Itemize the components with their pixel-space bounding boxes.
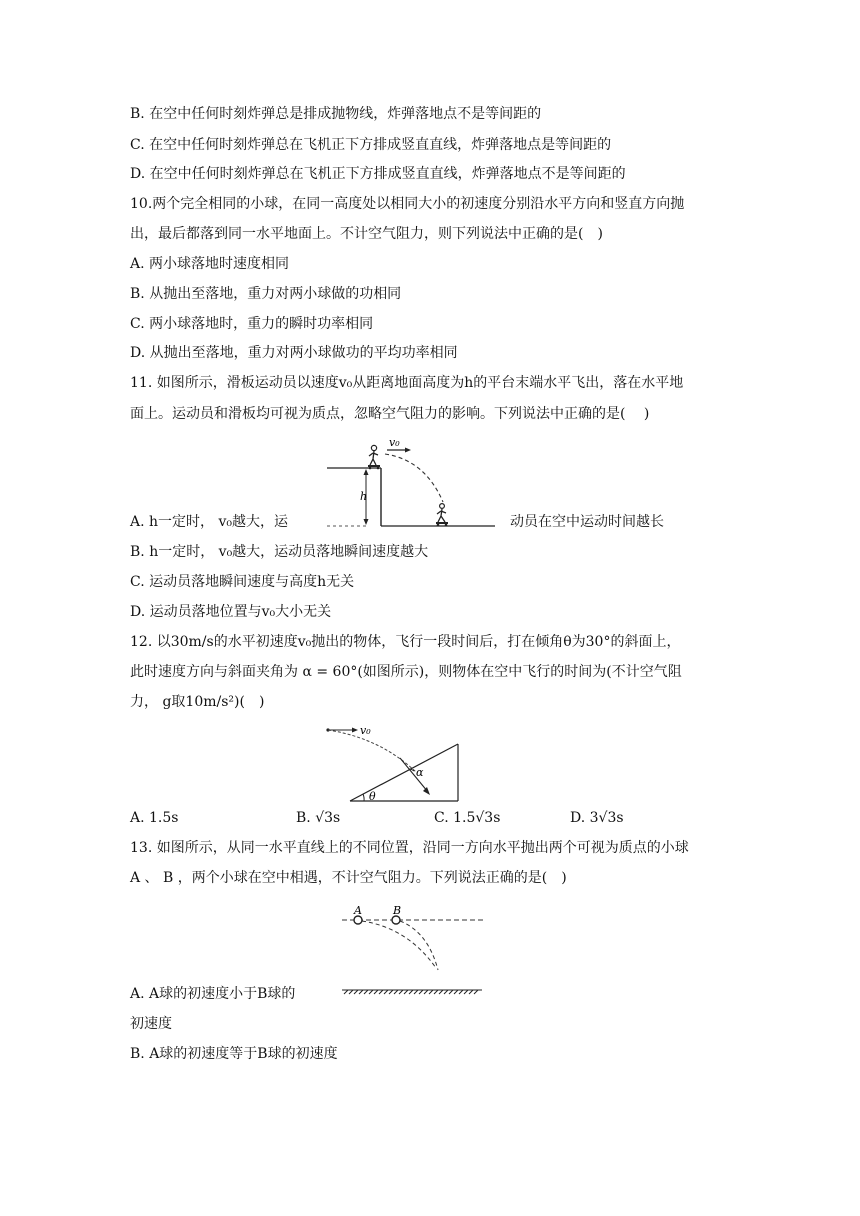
q12-stem-line3: 力， g取10m/s²)( ) [130, 694, 265, 710]
q13-two-balls-figure [338, 902, 488, 998]
q11-option-b: B. h一定时， v₀越大，运动员落地瞬间速度越大 [130, 544, 429, 560]
q12-incline-figure [320, 722, 465, 804]
q11-option-a-left: A. h一定时， v₀越大，运 [130, 514, 288, 530]
q12-fig-v0-label: v₀ [360, 724, 371, 737]
q10-option-d: D. 从抛出至落地，重力对两小球做功的平均功率相同 [130, 345, 458, 361]
q9-option-c: C. 在空中任何时刻炸弹总在飞机正下方排成竖直直线，炸弹落地点是等间距的 [130, 137, 612, 153]
q13-option-b: B. A球的初速度等于B球的初速度 [130, 1046, 338, 1062]
q12-fig-alpha-label: α [416, 766, 424, 779]
q10-option-a: A. 两小球落地时速度相同 [130, 256, 290, 272]
q12-option-a: A. 1.5s [130, 810, 179, 826]
q13-fig-a-label: A [354, 904, 362, 917]
q11-fig-h-label: h [360, 490, 368, 503]
q12-stem-line1: 12. 以30m/s的水平初速度v₀抛出的物体，飞行一段时间后，打在倾角θ为30°的斜面上， [130, 634, 681, 650]
q9-option-d: D. 在空中任何时刻炸弹总在飞机正下方排成竖直直线，炸弹落地点不是等间距的 [130, 166, 626, 182]
q13-option-a-line1: A. A球的初速度小于B球的 [130, 986, 296, 1002]
q10-option-b: B. 从抛出至落地，重力对两小球做的功相同 [130, 286, 402, 302]
q12-stem-line2: 此时速度方向与斜面夹角为 α = 60°(如图所示)，则物体在空中飞行的时间为(不计空气阻 [130, 664, 682, 680]
q11-option-a-right: 动员在空中运动时间越长 [510, 514, 664, 530]
q13-stem-line1: 13. 如图所示，从同一水平直线上的不同位置，沿同一方向水平抛出两个可视为质点的小球 [130, 840, 689, 856]
q11-option-c: C. 运动员落地瞬间速度与高度h无关 [130, 574, 355, 590]
q9-option-b: B. 在空中任何时刻炸弹总是排成抛物线，炸弹落地点不是等间距的 [130, 106, 542, 122]
q10-stem-line1: 10.两个完全相同的小球，在同一高度处以相同大小的初速度分别沿水平方向和竖直方向抛 [130, 196, 685, 212]
q13-fig-b-label: B [393, 904, 402, 917]
q10-option-c: C. 两小球落地时，重力的瞬时功率相同 [130, 316, 374, 332]
q12-option-d: D. 3√3s [570, 810, 624, 826]
q13-option-a-line2: 初速度 [130, 1016, 172, 1032]
q12-option-c: C. 1.5√3s [434, 810, 501, 826]
q12-fig-theta-label: θ [369, 790, 376, 803]
q12-option-b: B. √3s [296, 810, 341, 826]
q10-stem-line2: 出，最后都落到同一水平地面上。不计空气阻力，则下列说法中正确的是( ) [130, 226, 603, 242]
q11-skateboard-figure [325, 438, 500, 530]
q11-option-d: D. 运动员落地位置与v₀大小无关 [130, 604, 332, 620]
q11-stem-line2: 面上。运动员和滑板均可视为质点，忽略空气阻力的影响。下列说法中正确的是( ) [130, 406, 650, 422]
q11-stem-line1: 11. 如图所示，滑板运动员以速度v₀从距离地面高度为h的平台末端水平飞出，落在水平地 [130, 375, 684, 391]
q11-fig-v0-label: v₀ [389, 438, 400, 449]
q13-stem-line2: A 、 B ，两个小球在空中相遇，不计空气阻力。下列说法正确的是( ) [130, 870, 567, 886]
